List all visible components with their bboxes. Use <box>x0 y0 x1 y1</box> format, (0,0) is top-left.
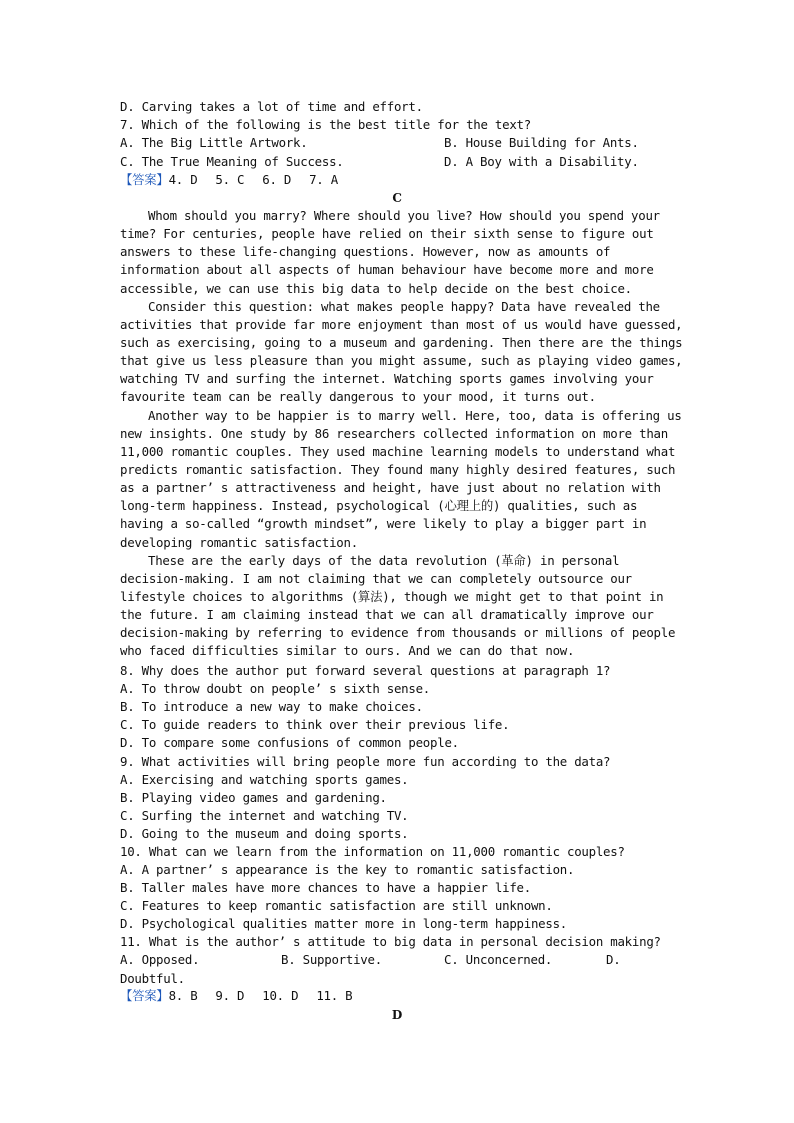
passage-line: favourite team can be really dangerous to your mood, it turns out. <box>120 389 596 405</box>
option-9-a: A. Exercising and watching sports games. <box>120 771 409 787</box>
q6-option-d: D. Carving takes a lot of time and effort. <box>120 99 423 114</box>
passage-line: information about all aspects of human behaviour have become more and more <box>120 262 654 278</box>
option-9-b: B. Playing video games and gardening. <box>120 789 387 805</box>
passage-line: 11,000 romantic couples. They used machine learning models to understand what <box>120 443 676 459</box>
q11-option-c: C. Unconcerned. <box>444 952 553 967</box>
q11-option-b: B. Supportive. <box>281 952 382 967</box>
option-10-d: D. Psychological qualities matter more in long-term happiness. <box>120 916 568 932</box>
answer-tag: 【答案】 <box>120 172 169 187</box>
answer-item: 5. C <box>215 172 245 187</box>
option-10-a: A. A partner’ s appearance is the key to romantic satisfaction. <box>120 862 575 878</box>
passage-line: predicts romantic satisfaction. They found many highly desired features, such <box>120 462 676 477</box>
answer-item: 4. D <box>168 172 198 187</box>
option-8-c: C. To guide readers to think over their previous life. <box>120 717 510 733</box>
passage-line: the future. I am claiming instead that we can all dramatically improve our <box>120 607 654 623</box>
q11-question: 11. What is the author’ s attitude to big data in personal decision making? <box>120 934 661 949</box>
answer-line-c <box>120 987 370 1005</box>
q11-option-d-wrap: Doubtful. <box>120 971 185 986</box>
section-d-heading: D <box>391 1008 403 1022</box>
answer-item: 11. B <box>316 988 353 1003</box>
answer-item: 7. A <box>309 172 338 187</box>
passage-line: having a so-called “growth mindset”, were likely to play a bigger part in <box>120 516 647 532</box>
option-9-c: C. Surfing the internet and watching TV. <box>120 807 409 823</box>
option-8-b: B. To introduce a new way to make choices. <box>120 699 423 715</box>
q11-option-d: D. <box>606 952 621 967</box>
passage-line: who faced difficulties similar to ours. And we can do that now. <box>120 643 575 659</box>
answer-item: 10. D <box>262 988 299 1003</box>
passage-line: accessible, we can use this big data to help decide on the best choice. <box>120 280 632 296</box>
passage-line: new insights. One study by 86 researchers collected information on more than <box>120 425 668 441</box>
question-10: 10. What can we learn from the information on 11,000 romantic couples? <box>120 844 625 859</box>
passage-line: activities that provide far more enjoyment than most of us would have guessed, <box>120 316 683 332</box>
question-9: 9. What activities will bring people more fun according to the data? <box>120 753 611 769</box>
q11-option-a: A. Opposed. <box>120 952 200 967</box>
answer-item: 8. B <box>168 988 198 1003</box>
passage-line: These are the early days of the data revolution (革命) in personal <box>148 552 620 568</box>
passage-line: such as exercising, going to a museum and gardening. Then there are the things <box>120 335 683 350</box>
option-8-d: D. To compare some confusions of common people. <box>120 735 459 751</box>
q7-option-c: C. The True Meaning of Success. <box>120 154 344 169</box>
answer-item: 9. D <box>215 988 245 1003</box>
q7-question: 7. Which of the following is the best title for the text? <box>120 117 531 132</box>
passage-line: Whom should you marry? Where should you live? How should you spend your <box>148 208 660 223</box>
q7-option-a: A. The Big Little Artwork. <box>120 135 308 150</box>
passage-line: as a partner’ s attractiveness and height, have just about no relation with <box>120 480 661 496</box>
q7-option-b: B. House Building for Ants. <box>444 135 639 150</box>
passage-line: that give us less pleasure than you might assume, such as playing video games, <box>120 353 683 369</box>
option-10-c: C. Features to keep romantic satisfaction are still unknown. <box>120 898 553 914</box>
passage-line: Consider this question: what makes people happy? Data have revealed the <box>148 298 660 314</box>
passage-line: watching TV and surfing the internet. Watching sports games involving your <box>120 371 654 387</box>
passage-line: long-term happiness. Instead, psychological (心理上的) qualities, such as <box>120 498 638 514</box>
passage-line: time? For centuries, people have relied on their sixth sense to figure out <box>120 226 654 242</box>
section-c-heading: C <box>392 191 402 205</box>
option-10-b: B. Taller males have more chances to have a happier life. <box>120 880 531 896</box>
answer-tag: 【答案】 <box>120 988 169 1003</box>
option-8-a: A. To throw doubt on people’ s sixth sense. <box>120 681 431 697</box>
passage-line: lifestyle choices to algorithms (算法), though we might get to that point in <box>120 588 664 604</box>
passage-line: answers to these life-changing questions. However, now as amounts of <box>120 244 611 260</box>
passage-line: Another way to be happier is to marry well. Here, too, data is offering us <box>148 407 682 423</box>
passage-line: decision-making by referring to evidence from thousands or millions of people <box>120 625 676 641</box>
question-8: 8. Why does the author put forward several questions at paragraph 1? <box>120 663 611 678</box>
q7-option-d: D. A Boy with a Disability. <box>444 154 639 169</box>
option-9-d: D. Going to the museum and doing sports. <box>120 825 409 841</box>
passage-line: decision-making. I am not claiming that we can completely outsource our <box>120 570 632 586</box>
passage-line: developing romantic satisfaction. <box>120 534 358 550</box>
answer-line-b <box>120 171 356 189</box>
answer-item: 6. D <box>262 172 292 187</box>
